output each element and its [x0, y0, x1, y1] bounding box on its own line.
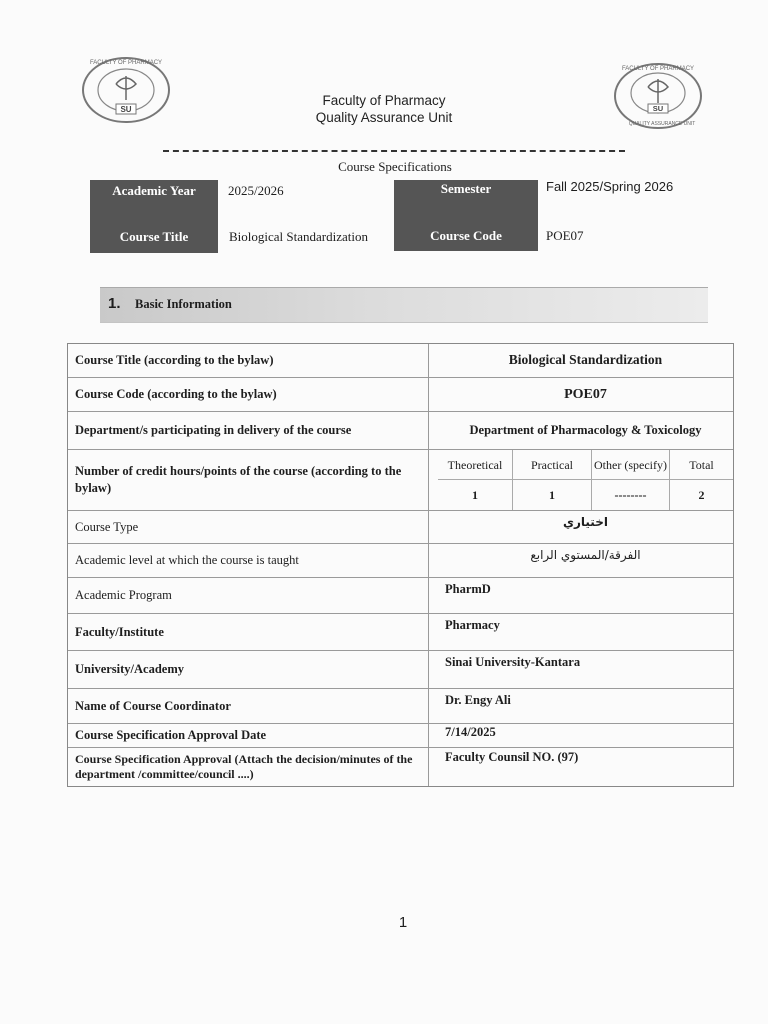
semester-value: Fall 2025/Spring 2026	[546, 179, 674, 194]
coordinator-cell: Dr. Engy Ali	[445, 693, 511, 707]
row-label: Academic Program	[68, 578, 429, 613]
course-code-label: Course Code	[394, 208, 538, 251]
table-row	[68, 543, 733, 577]
row-label: Name of Course Coordinator	[68, 689, 429, 723]
table-row	[68, 650, 733, 688]
course-type-cell: اختياري	[563, 515, 608, 529]
credit-value: 2	[698, 488, 705, 502]
approval-cell: Faculty Counsil NO. (97)	[445, 750, 579, 764]
credit-header: Practical	[513, 450, 592, 480]
academic-year-value: 2025/2026	[228, 183, 284, 198]
section-heading-basic-information	[100, 287, 708, 323]
row-label: Course Title (according to the bylaw)	[68, 344, 429, 377]
table-row	[68, 377, 733, 411]
university-cell: Sinai University-Kantara	[445, 655, 581, 669]
table-row	[68, 688, 733, 723]
svg-text:SU: SU	[652, 104, 664, 113]
course-code-cell: POE07	[564, 386, 607, 402]
page-number: 1	[398, 914, 408, 931]
unit-name: Quality Assurance Unit	[315, 110, 453, 125]
document-title: Course Specifications	[338, 159, 452, 174]
row-label: Course Type	[68, 511, 429, 543]
academic-year-label: Academic Year	[90, 180, 218, 208]
row-label: Department/s participating in delivery of the course	[68, 412, 429, 449]
faculty-name: Faculty of Pharmacy	[322, 93, 446, 108]
table-row	[68, 449, 733, 510]
course-code-value: POE07	[546, 228, 584, 243]
section-title: Basic Information	[135, 297, 232, 311]
faculty-cell: Pharmacy	[445, 618, 500, 632]
basic-information-table	[67, 343, 734, 787]
semester-label: Semester	[394, 180, 538, 208]
table-row	[68, 344, 733, 377]
table-row	[68, 613, 733, 650]
credit-hours-grid	[438, 450, 733, 510]
table-row	[68, 510, 733, 543]
credit-value: 1	[438, 480, 513, 510]
credit-header: Total	[670, 450, 733, 480]
row-label: Course Specification Approval (Attach the decision/minutes of the department /committee/council ....)	[68, 748, 429, 786]
table-row	[68, 411, 733, 449]
department-cell: Department of Pharmacology & Toxicology	[469, 423, 702, 437]
table-row	[68, 723, 733, 747]
svg-text:FACULTY OF PHARMACY: FACULTY OF PHARMACY	[621, 66, 695, 72]
credit-header: Theoretical	[438, 450, 513, 480]
svg-text:FACULTY OF PHARMACY: FACULTY OF PHARMACY	[89, 60, 163, 66]
row-label: Number of credit hours/points of the course (according to the bylaw)	[68, 450, 429, 510]
credit-value: --------	[592, 480, 670, 510]
svg-text:SU: SU	[120, 105, 132, 114]
row-label: Academic level at which the course is taught	[68, 544, 429, 577]
course-title-cell: Biological Standardization	[508, 352, 663, 367]
svg-text:QUALITY ASSURANCE UNIT: QUALITY ASSURANCE UNIT	[628, 121, 696, 127]
academic-level-cell: الفرقة/المستوي الرابع	[530, 548, 641, 562]
course-title-value: Biological Standardization	[229, 229, 368, 244]
credit-value: 1	[513, 480, 592, 510]
row-label: Course Code (according to the bylaw)	[68, 378, 429, 411]
table-row	[68, 747, 733, 786]
dashed-divider	[163, 150, 625, 152]
credit-header: Other (specify)	[592, 450, 670, 480]
course-title-label: Course Title	[90, 208, 218, 253]
academic-program-cell: PharmD	[445, 582, 491, 596]
row-label: Faculty/Institute	[68, 614, 429, 650]
approval-date-cell: 7/14/2025	[445, 725, 496, 739]
section-number: 1.	[108, 295, 121, 312]
table-row	[68, 577, 733, 613]
row-label: Course Specification Approval Date	[68, 724, 429, 747]
row-label: University/Academy	[68, 651, 429, 688]
